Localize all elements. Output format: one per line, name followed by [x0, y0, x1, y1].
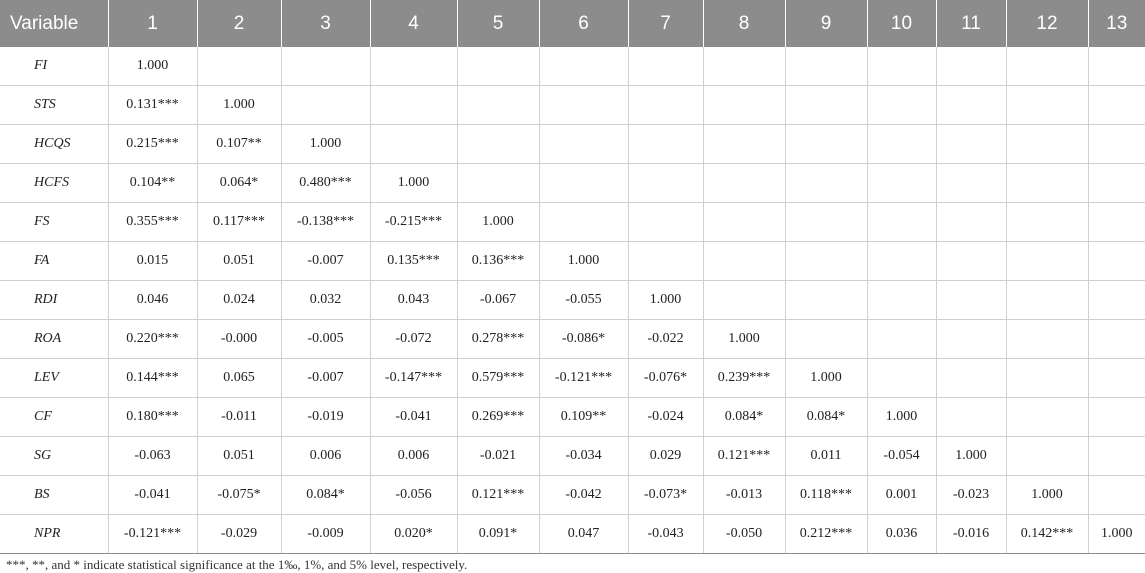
correlation-cell: 1.000: [370, 164, 457, 203]
correlation-cell: [539, 125, 628, 164]
correlation-cell: 0.239***: [703, 359, 785, 398]
correlation-cell: -0.041: [108, 476, 197, 515]
correlation-cell: [1088, 398, 1145, 437]
correlation-cell: [370, 125, 457, 164]
correlation-cell: 0.084*: [703, 398, 785, 437]
correlation-cell: [867, 281, 936, 320]
correlation-cell: [539, 164, 628, 203]
correlation-cell: [936, 320, 1006, 359]
correlation-cell: 0.043: [370, 281, 457, 320]
correlation-cell: [1006, 164, 1088, 203]
row-variable-label: FI: [0, 47, 108, 86]
correlation-cell: [703, 281, 785, 320]
correlation-cell: 0.212***: [785, 515, 867, 554]
column-header-6: 6: [539, 0, 628, 47]
correlation-cell: [539, 47, 628, 86]
correlation-cell: 0.109**: [539, 398, 628, 437]
correlation-cell: [1006, 125, 1088, 164]
correlation-cell: 0.135***: [370, 242, 457, 281]
column-header-7: 7: [628, 0, 703, 47]
correlation-cell: -0.005: [281, 320, 370, 359]
correlation-cell: 0.278***: [457, 320, 539, 359]
correlation-cell: [1088, 125, 1145, 164]
row-variable-label: FS: [0, 203, 108, 242]
correlation-cell: -0.042: [539, 476, 628, 515]
table-row: [0, 86, 1145, 125]
correlation-cell: 1.000: [936, 437, 1006, 476]
correlation-cell: [281, 47, 370, 86]
correlation-cell: -0.067: [457, 281, 539, 320]
column-header-5: 5: [457, 0, 539, 47]
correlation-cell: -0.029: [197, 515, 281, 554]
correlation-cell: 0.006: [281, 437, 370, 476]
correlation-cell: [539, 86, 628, 125]
correlation-cell: 0.144***: [108, 359, 197, 398]
correlation-cell: [785, 86, 867, 125]
correlation-cell: -0.055: [539, 281, 628, 320]
correlation-cell: -0.054: [867, 437, 936, 476]
column-header-10: 10: [867, 0, 936, 47]
correlation-cell: 1.000: [457, 203, 539, 242]
correlation-cell: [1088, 359, 1145, 398]
correlation-cell: -0.041: [370, 398, 457, 437]
correlation-cell: 0.047: [539, 515, 628, 554]
correlation-cell: 0.142***: [1006, 515, 1088, 554]
correlation-cell: -0.073*: [628, 476, 703, 515]
correlation-cell: 1.000: [785, 359, 867, 398]
correlation-cell: 0.121***: [457, 476, 539, 515]
correlation-cell: 0.269***: [457, 398, 539, 437]
correlation-cell: [1088, 47, 1145, 86]
correlation-cell: [1088, 203, 1145, 242]
correlation-cell: 0.029: [628, 437, 703, 476]
correlation-cell: 0.091*: [457, 515, 539, 554]
correlation-cell: [457, 86, 539, 125]
correlation-cell: [936, 359, 1006, 398]
correlation-cell: 0.064*: [197, 164, 281, 203]
correlation-cell: 0.215***: [108, 125, 197, 164]
column-header-9: 9: [785, 0, 867, 47]
table-row: [0, 359, 1145, 398]
correlation-cell: [785, 281, 867, 320]
row-variable-label: HCQS: [0, 125, 108, 164]
header-row: [0, 0, 1145, 47]
correlation-cell: -0.007: [281, 359, 370, 398]
correlation-cell: [867, 164, 936, 203]
correlation-cell: 0.104**: [108, 164, 197, 203]
correlation-cell: [628, 203, 703, 242]
correlation-cell: [628, 47, 703, 86]
correlation-cell: [628, 164, 703, 203]
table-row: [0, 47, 1145, 86]
correlation-cell: 1.000: [703, 320, 785, 359]
correlation-cell: 1.000: [539, 242, 628, 281]
correlation-cell: [1088, 476, 1145, 515]
correlation-cell: 0.036: [867, 515, 936, 554]
correlation-cell: -0.121***: [108, 515, 197, 554]
correlation-cell: 0.011: [785, 437, 867, 476]
correlation-cell: -0.021: [457, 437, 539, 476]
correlation-cell: [1006, 359, 1088, 398]
correlation-cell: -0.023: [936, 476, 1006, 515]
row-variable-label: RDI: [0, 281, 108, 320]
row-variable-label: LEV: [0, 359, 108, 398]
correlation-cell: [936, 125, 1006, 164]
correlation-cell: [457, 125, 539, 164]
correlation-cell: [785, 125, 867, 164]
correlation-cell: [785, 242, 867, 281]
correlation-cell: [1006, 86, 1088, 125]
correlation-cell: [703, 125, 785, 164]
correlation-cell: [457, 164, 539, 203]
correlation-cell: 1.000: [1006, 476, 1088, 515]
correlation-cell: 1.000: [197, 86, 281, 125]
correlation-cell: -0.019: [281, 398, 370, 437]
correlation-cell: [867, 47, 936, 86]
correlation-cell: [936, 47, 1006, 86]
table-footnote: ***, **, and * indicate statistical significance at the 1‰, 1%, and 5% level, respectively.: [6, 557, 468, 572]
correlation-cell: 1.000: [867, 398, 936, 437]
correlation-cell: -0.024: [628, 398, 703, 437]
correlation-cell: -0.138***: [281, 203, 370, 242]
correlation-cell: 0.024: [197, 281, 281, 320]
correlation-cell: [785, 203, 867, 242]
correlation-cell: [1006, 398, 1088, 437]
row-variable-label: FA: [0, 242, 108, 281]
row-variable-label: NPR: [0, 515, 108, 554]
correlation-cell: [867, 125, 936, 164]
correlation-cell: [936, 242, 1006, 281]
correlation-cell: -0.147***: [370, 359, 457, 398]
correlation-cell: [703, 203, 785, 242]
table-row: [0, 203, 1145, 242]
correlation-cell: 0.015: [108, 242, 197, 281]
correlation-cell: [539, 203, 628, 242]
correlation-cell: 0.020*: [370, 515, 457, 554]
correlation-cell: 0.579***: [457, 359, 539, 398]
correlation-cell: [936, 398, 1006, 437]
correlation-cell: [628, 86, 703, 125]
correlation-cell: -0.063: [108, 437, 197, 476]
row-variable-label: ROA: [0, 320, 108, 359]
correlation-cell: 0.136***: [457, 242, 539, 281]
correlation-cell: [867, 242, 936, 281]
correlation-cell: 0.121***: [703, 437, 785, 476]
correlation-cell: [867, 320, 936, 359]
correlation-cell: 1.000: [628, 281, 703, 320]
correlation-cell: [370, 47, 457, 86]
correlation-cell: 0.118***: [785, 476, 867, 515]
column-header-3: 3: [281, 0, 370, 47]
column-header-2: 2: [197, 0, 281, 47]
row-variable-label: CF: [0, 398, 108, 437]
correlation-cell: [867, 86, 936, 125]
correlation-cell: 0.001: [867, 476, 936, 515]
correlation-cell: [197, 47, 281, 86]
column-header-12: 12: [1006, 0, 1088, 47]
correlation-cell: 0.051: [197, 242, 281, 281]
correlation-cell: -0.076*: [628, 359, 703, 398]
row-variable-label: BS: [0, 476, 108, 515]
correlation-cell: 0.084*: [281, 476, 370, 515]
correlation-cell: [281, 86, 370, 125]
correlation-cell: [1006, 281, 1088, 320]
correlation-cell: -0.050: [703, 515, 785, 554]
correlation-cell: [785, 320, 867, 359]
correlation-cell: [703, 86, 785, 125]
correlation-cell: [1006, 203, 1088, 242]
correlation-cell: -0.075*: [197, 476, 281, 515]
correlation-cell: 0.180***: [108, 398, 197, 437]
correlation-cell: [628, 242, 703, 281]
correlation-cell: -0.022: [628, 320, 703, 359]
row-variable-label: HCFS: [0, 164, 108, 203]
correlation-cell: -0.215***: [370, 203, 457, 242]
correlation-cell: 0.355***: [108, 203, 197, 242]
correlation-cell: 0.051: [197, 437, 281, 476]
correlation-cell: -0.086*: [539, 320, 628, 359]
row-variable-label: STS: [0, 86, 108, 125]
correlation-cell: [1006, 242, 1088, 281]
correlation-cell: 0.117***: [197, 203, 281, 242]
correlation-cell: [1088, 164, 1145, 203]
correlation-cell: -0.007: [281, 242, 370, 281]
correlation-cell: -0.072: [370, 320, 457, 359]
column-header-1: 1: [108, 0, 197, 47]
correlation-cell: [785, 164, 867, 203]
column-header-8: 8: [703, 0, 785, 47]
column-header-11: 11: [936, 0, 1006, 47]
correlation-cell: [703, 242, 785, 281]
table-row: [0, 320, 1145, 359]
table-row: [0, 164, 1145, 203]
correlation-cell: [370, 86, 457, 125]
correlation-cell: 0.107**: [197, 125, 281, 164]
correlation-cell: 0.220***: [108, 320, 197, 359]
correlation-cell: 0.480***: [281, 164, 370, 203]
correlation-cell: [1088, 86, 1145, 125]
correlation-cell: 1.000: [108, 47, 197, 86]
table-row: [0, 281, 1145, 320]
correlation-cell: [936, 203, 1006, 242]
table-header: [0, 0, 1145, 47]
correlation-cell: [703, 47, 785, 86]
correlation-cell: -0.043: [628, 515, 703, 554]
table-body: [0, 47, 1145, 554]
correlation-cell: [785, 47, 867, 86]
table-row: [0, 125, 1145, 164]
correlation-cell: [867, 359, 936, 398]
correlation-cell: -0.000: [197, 320, 281, 359]
correlation-cell: [628, 125, 703, 164]
correlation-cell: 0.065: [197, 359, 281, 398]
correlation-cell: [703, 164, 785, 203]
correlation-cell: [1088, 320, 1145, 359]
table-row: [0, 437, 1145, 476]
correlation-cell: 0.131***: [108, 86, 197, 125]
correlation-cell: [1006, 47, 1088, 86]
correlation-cell: [1006, 320, 1088, 359]
correlation-cell: -0.121***: [539, 359, 628, 398]
correlation-cell: [936, 281, 1006, 320]
table-row: [0, 476, 1145, 515]
correlation-cell: 1.000: [281, 125, 370, 164]
correlation-cell: -0.013: [703, 476, 785, 515]
correlation-cell: [1088, 437, 1145, 476]
correlation-cell: [1006, 437, 1088, 476]
correlation-cell: 1.000: [1088, 515, 1145, 554]
table-row: [0, 515, 1145, 554]
table-row: [0, 398, 1145, 437]
row-variable-label: SG: [0, 437, 108, 476]
correlation-cell: [936, 86, 1006, 125]
column-header-4: 4: [370, 0, 457, 47]
correlation-cell: [1088, 242, 1145, 281]
correlation-cell: -0.016: [936, 515, 1006, 554]
correlation-cell: -0.009: [281, 515, 370, 554]
correlation-cell: 0.046: [108, 281, 197, 320]
correlation-cell: -0.011: [197, 398, 281, 437]
correlation-cell: [1088, 281, 1145, 320]
table-row: [0, 242, 1145, 281]
correlation-cell: -0.034: [539, 437, 628, 476]
column-header-13: 13: [1088, 0, 1145, 47]
correlation-cell: 0.084*: [785, 398, 867, 437]
correlation-cell: 0.006: [370, 437, 457, 476]
correlation-cell: 0.032: [281, 281, 370, 320]
correlation-cell: -0.056: [370, 476, 457, 515]
correlation-cell: [457, 47, 539, 86]
correlation-cell: [867, 203, 936, 242]
column-header-variable: Variable: [0, 0, 108, 47]
correlation-cell: [936, 164, 1006, 203]
